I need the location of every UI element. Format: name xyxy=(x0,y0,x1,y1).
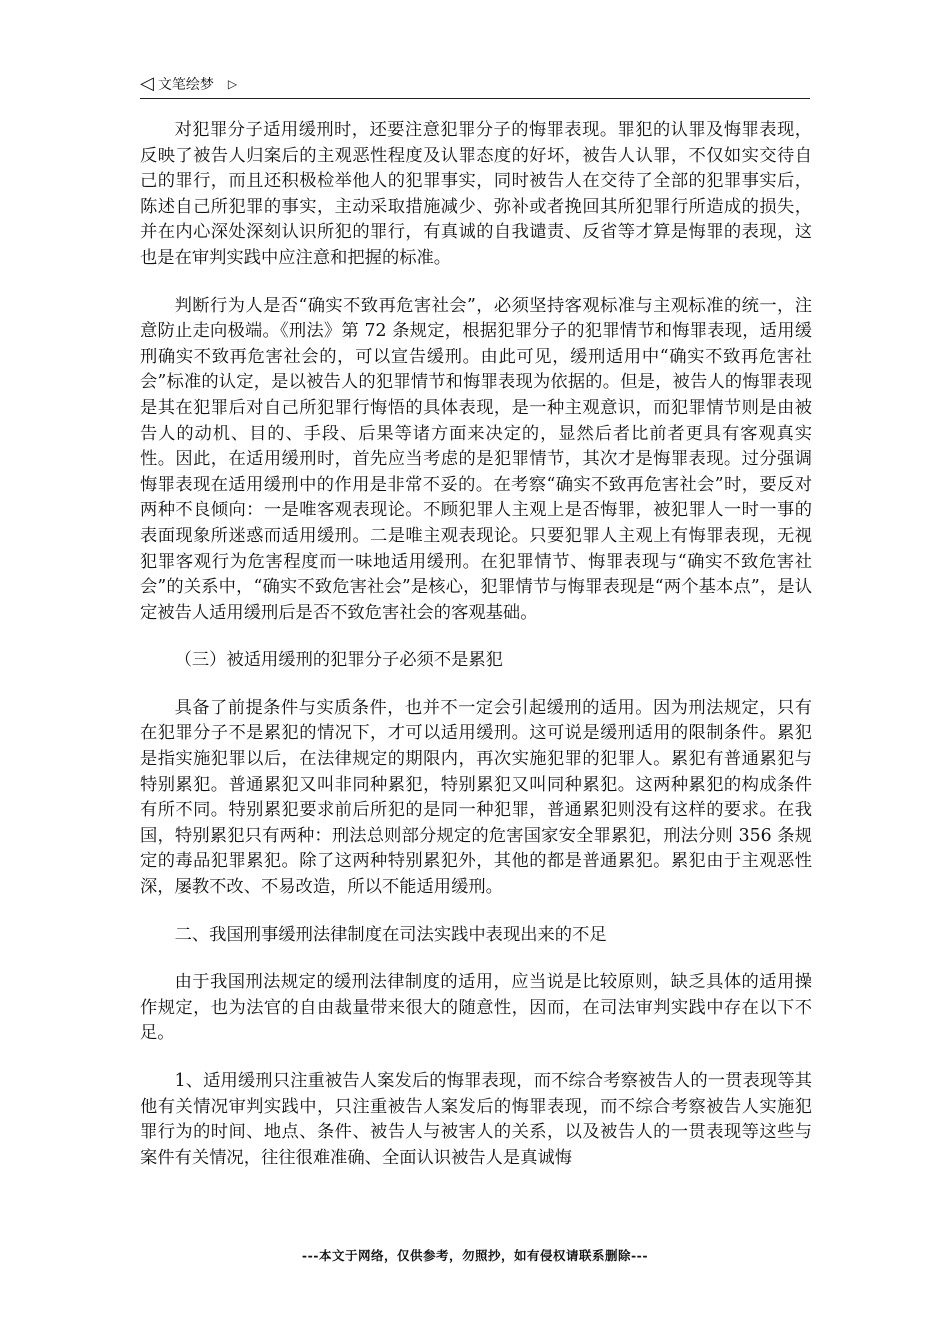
section-heading-3: （三）被适用缓刑的犯罪分子必须不是累犯 xyxy=(174,650,503,671)
paragraph-4: 具备了前提条件与实质条件，也并不一定会引起缓刑的适用。因为刑法规定，只有在犯罪分子不是累犯的情况下，才可以适用缓刑。这可说是缓刑适用的限制条件。累犯是指实施犯罪以后，在法律规定的期限内，再次实施犯罪的犯罪人。累犯有普通累犯与特别累犯。普通累犯又叫非同种累犯，特别累犯又叫同种累犯。这两种累犯的构成条件有所不同。特别累犯要求前后所犯的是同一种犯罪，普通累犯则没有这样的要求。在我国，特别累犯只有两种：刑法总则部分规定的危害国家安全罪累犯，刑法分则 356 条规定的毒品犯罪累犯。除了这两种特别累犯外，其他的都是普通累犯。累犯由于主观恶性深，屡教不改、不易改造，所以不能适用缓刑。 xyxy=(140,697,812,898)
brand-name: 文笔绘梦 xyxy=(157,77,214,93)
triangle-left-icon: ◁ xyxy=(140,73,154,94)
paragraph-7: 1、适用缓刑只注重被告人案发后的悔罪表现，而不综合考察被告人的一贯表现等其他有关情况审判实践中，只注重被告人案发后的悔罪表现，而不综合考察被告人实施犯罪行为的时间、地点、条件、被告人与被害人的关系，以及被告人的一贯表现等这些与案件有关情况，往往很难准确、全面认识被告人是真诚悔 xyxy=(140,1071,812,1168)
document-body xyxy=(140,118,812,1193)
page-footer: ---本文于网络，仅供参考，勿照抄，如有侵权请联系删除--- xyxy=(301,1248,649,1263)
paragraph-1: 对犯罪分子适用缓刑时，还要注意犯罪分子的悔罪表现。罪犯的认罪及悔罪表现，反映了被告人归案后的主观恶性程度及认罪态度的好坏，被告人认罪，不仅如实交待自己的罪行，而且还积极检举他人的犯罪事实，同时被告人在交待了全部的犯罪事实后，陈述自己所犯罪的事实，主动采取措施减少、弥补或者挽回其所犯罪行所造成的损失，并在内心深处深刻认识所犯的罪行，有真诚的自我谴责、反省等才算是悔罪的表现，这也是在审判实践中应注意和把握的标准。 xyxy=(140,120,812,268)
paragraph-6: 由于我国刑法规定的缓刑法律制度的适用，应当说是比较原则，缺乏具体的适用操作规定，也为法官的自由裁量带来很大的随意性，因而，在司法审判实践中存在以下不足。 xyxy=(140,972,812,1044)
triangle-right-icon: ▷ xyxy=(227,77,238,91)
paragraph-2: 判断行为人是否“确实不致再危害社会”，必须坚持客观标准与主观标准的统一，注意防止走向极端。《刑法》第 72 条规定，根据犯罪分子的犯罪情节和悔罪表现，适用缓刑确实不致再危害社会的，可以宣告缓刑。由此可见，缓刑适用中“确实不致再危害社会”标准的认定，是以被告人的犯罪情节和悔罪表现为依据的。但是，被告人的悔罪表现是其在犯罪后对自己所犯罪行悔悟的具体表现，是一种主观意识，而犯罪情节则是由被告人的动机、目的、手段、后果等诸方面来决定的，显然后者比前者更具有客观真实性。因此，在适用缓刑时，首先应当考虑的是犯罪情节，其次才是悔罪表现。过分强调悔罪表现在适用缓刑中的作用是非常不妥的。在考察“确实不致再危害社会”时，要反对两种不良倾向：一是唯客观表现论。不顾犯罪人主观上是否悔罪，被犯罪人一时一事的表面现象所迷惑而适用缓刑。二是唯主观表现论。只要犯罪人主观上有悔罪表现，无视犯罪客观行为危害程度而一味地适用缓刑。在犯罪情节、悔罪表现与“确实不致危害社会”的关系中，“确实不致危害社会”是核心，犯罪情节与悔罪表现是“两个基本点”，是认定被告人适用缓刑后是否不致危害社会的客观基础。 xyxy=(140,295,812,623)
page-header xyxy=(140,72,810,99)
section-heading-2: 二、我国刑事缓刑法律制度在司法实践中表现出来的不足 xyxy=(174,924,607,945)
brand xyxy=(140,74,237,94)
